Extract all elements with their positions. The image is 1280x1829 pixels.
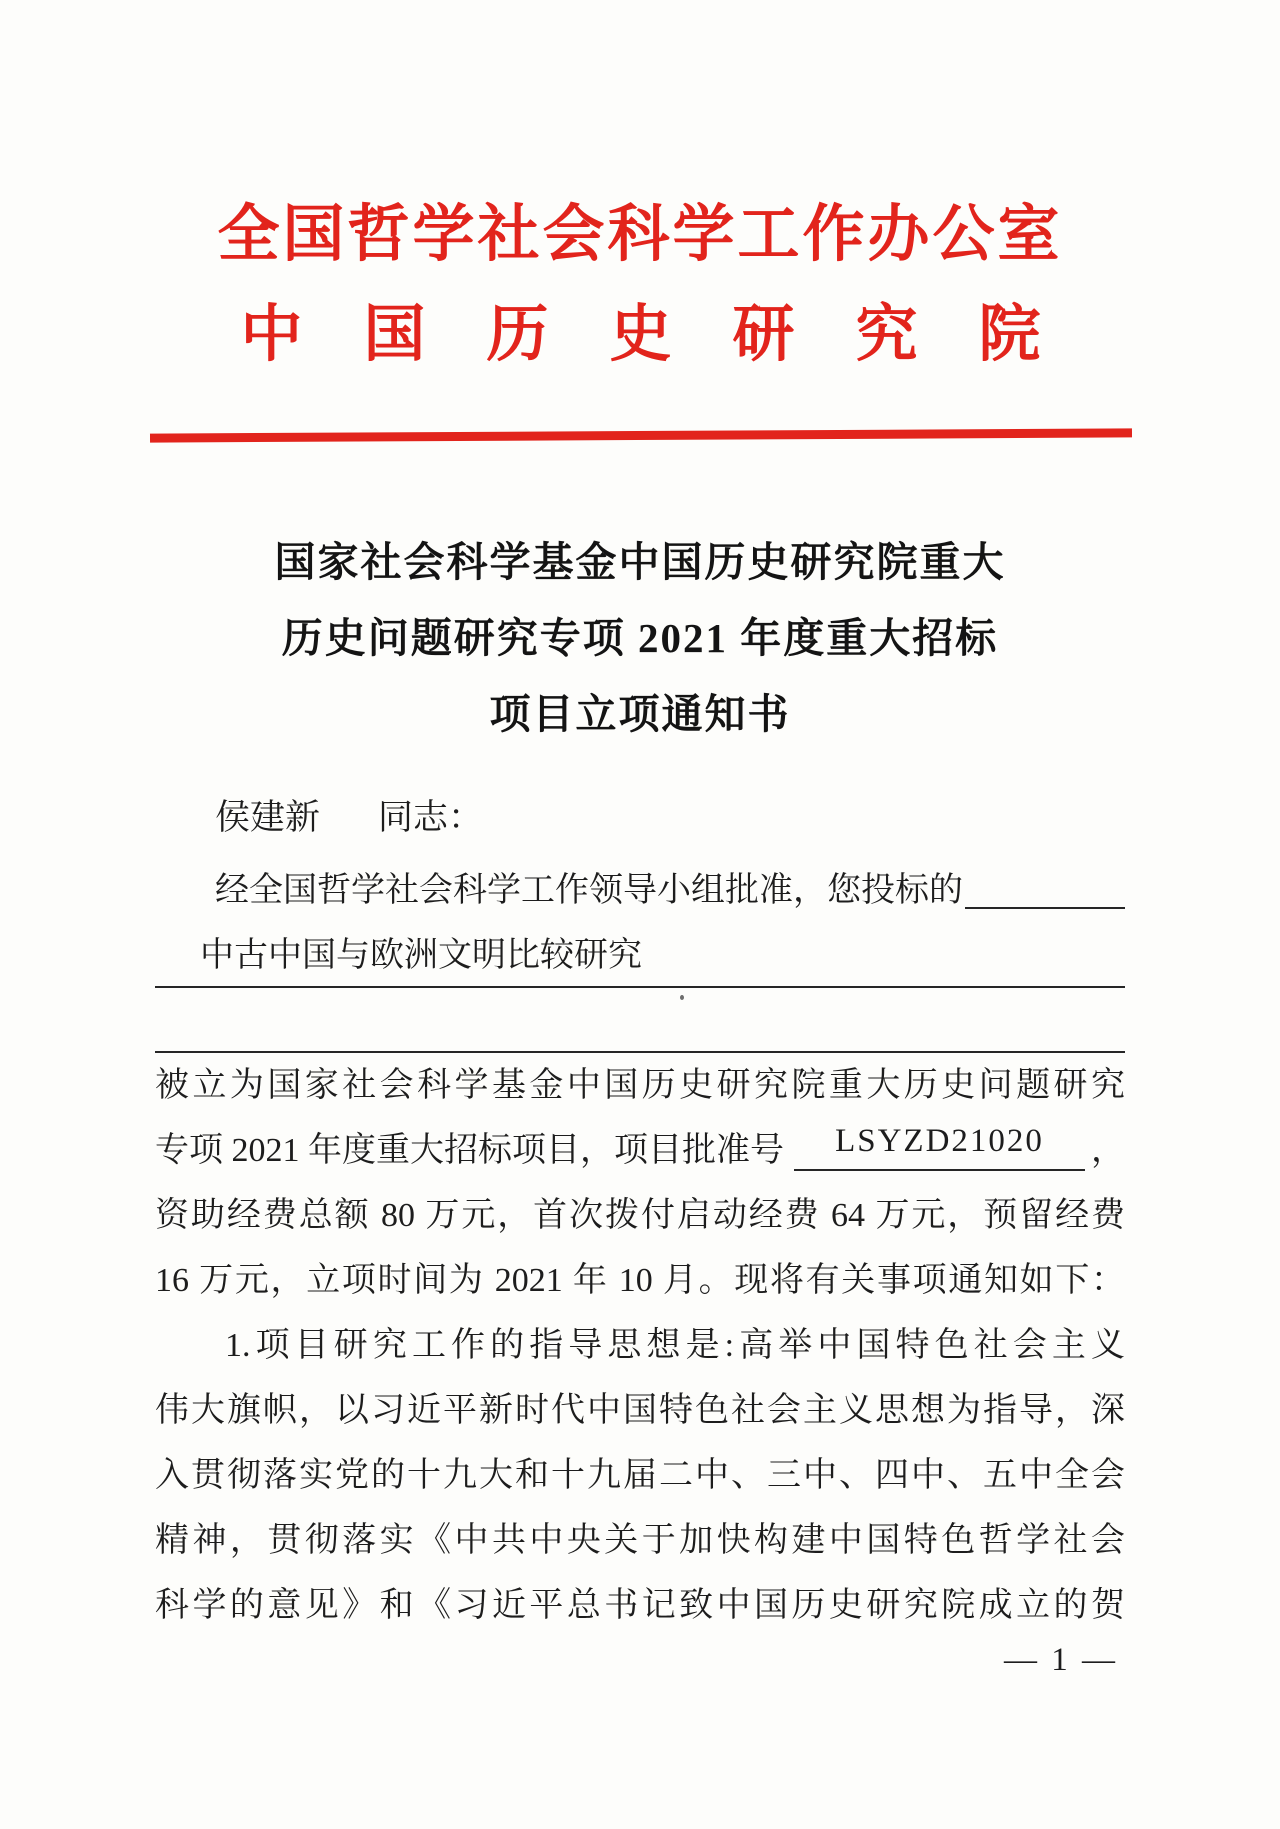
recipient-name: 侯建新: [215, 798, 321, 837]
letterhead-org-line1: 全国哲学社会科学工作办公室: [217, 201, 1063, 269]
salutation: [155, 794, 1185, 842]
approval-line-suffix: ，: [1091, 1132, 1125, 1169]
salutation-suffix: 同志：: [378, 798, 484, 837]
paragraph-line-1: 被立为国家社会科学基金中国历史研究院重大历史问题研究: [155, 1067, 1125, 1104]
project-title-fill-line: [155, 923, 1125, 988]
approval-number-value: LSYZD21020: [835, 1123, 1044, 1159]
item1-line-1: 1.项目研究工作的指导思想是:高举中国特色社会主义: [225, 1327, 1125, 1364]
project-title-filled: 中古中国与欧洲文明比较研究: [200, 937, 642, 974]
item1-line-4: 精神，贯彻落实《中共中央关于加快构建中国特色哲学社会: [155, 1522, 1125, 1559]
document-title-line1: 国家社会科学基金中国历史研究院重大: [274, 539, 1006, 585]
document-title-line3: 项目立项通知书: [489, 691, 791, 737]
approval-number-blank: [794, 1118, 1085, 1171]
letterhead-red-rule: [150, 428, 1132, 442]
blank-underline-intro: [965, 858, 1125, 909]
letterhead-org-line2: 中国历史研究院: [240, 301, 1102, 369]
item1-line-5: 科学的意见》和《习近平总书记致中国历史研究院成立的贺: [155, 1587, 1125, 1624]
document-title-line2: 历史问题研究专项 2021 年度重大招标: [281, 615, 999, 661]
blank-continuation-line: [155, 988, 1125, 1053]
intro-text: 经全国哲学社会科学工作领导小组批准，您投标的: [215, 872, 963, 909]
intro-line: [155, 858, 1125, 923]
paragraph-line-3: 资助经费总额 80 万元，首次拨付启动经费 64 万元，预留经费: [155, 1197, 1125, 1234]
paragraph-line-4: 16 万元，立项时间为 2021 年 10 月。现将有关事项通知如下：: [155, 1262, 1125, 1299]
document-title: [0, 524, 1280, 752]
approval-line-prefix: 专项 2021 年度重大招标项目，项目批准号: [155, 1132, 784, 1169]
approval-number-line: [155, 1118, 1125, 1183]
item1-line-3: 入贯彻落实党的十九大和十九届二中、三中、四中、五中全会: [155, 1457, 1125, 1494]
page-number: — 1 —: [1004, 1642, 1118, 1678]
scan-speck: [680, 995, 684, 1000]
notice-body: [155, 858, 1125, 1638]
item1-line-2: 伟大旗帜，以习近平新时代中国特色社会主义思想为指导，深: [155, 1392, 1125, 1429]
